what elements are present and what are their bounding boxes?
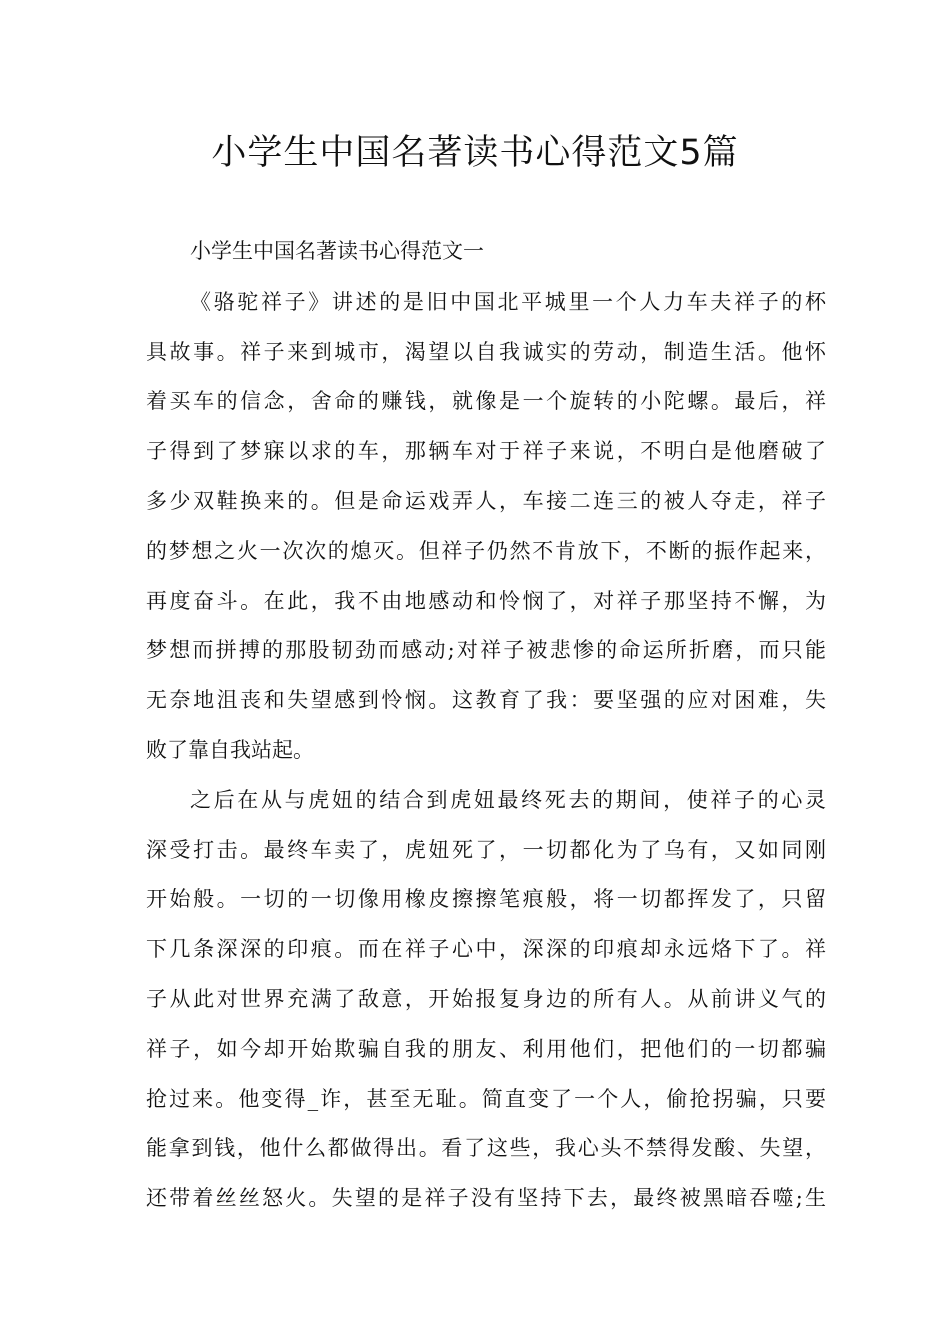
paragraph-line: 还带着丝丝怒火。失望的是祥子没有坚持下去，最终被黑暗吞噬;生 [146,1186,826,1210]
paragraph-line: 《骆驼祥子》讲述的是旧中国北平城里一个人力车夫祥子的杯 [190,290,826,314]
paragraph-line: 能拿到钱，他什么都做得出。看了这些，我心头不禁得发酸、失望， [146,1136,826,1160]
paragraph-line: 败了靠自我站起。 [146,738,314,762]
paragraph-line: 无奈地沮丧和失望感到怜悯。这教育了我：要坚强的应对困难，失 [146,688,826,712]
paragraph-line: 下几条深深的印痕。而在祥子心中，深深的印痕却永远烙下了。祥 [146,937,826,961]
paragraph-line: 具故事。祥子来到城市，渴望以自我诚实的劳动，制造生活。他怀 [146,340,826,364]
paragraph-line: 梦想而拼搏的那股韧劲而感动;对祥子被悲惨的命运所折磨，而只能 [146,638,826,662]
paragraph-line: 祥子，如今却开始欺骗自我的朋友、利用他们，把他们的一切都骗 [146,1037,826,1061]
paragraph-line: 深受打击。最终车卖了，虎妞死了，一切都化为了乌有，又如同刚 [146,838,826,862]
paragraph-line: 的梦想之火一次次的熄灭。但祥子仍然不肯放下，不断的振作起来， [146,539,826,563]
paragraph-line: 着买车的信念，舍命的赚钱，就像是一个旋转的小陀螺。最后，祥 [146,389,826,413]
paragraph-line: 之后在从与虎妞的结合到虎妞最终死去的期间，使祥子的心灵 [190,788,826,812]
section-subheading: 小学生中国名著读书心得范文一 [190,239,484,263]
paragraph-line: 再度奋斗。在此，我不由地感动和怜悯了，对祥子那坚持不懈，为 [146,589,826,613]
paragraph-line: 抢过来。他变得_诈，甚至无耻。简直变了一个人，偷抢拐骗，只要 [146,1087,826,1111]
paragraph-line: 子得到了梦寐以求的车，那辆车对于祥子来说，不明白是他磨破了 [146,439,826,463]
paragraph-line: 开始般。一切的一切像用橡皮擦擦笔痕般，将一切都挥发了，只留 [146,887,826,911]
document-title: 小学生中国名著读书心得范文5篇 [211,133,739,173]
paragraph-line: 子从此对世界充满了敌意，开始报复身边的所有人。从前讲义气的 [146,987,826,1011]
paragraph-line: 多少双鞋换来的。但是命运戏弄人，车接二连三的被人夺走，祥子 [146,489,826,513]
